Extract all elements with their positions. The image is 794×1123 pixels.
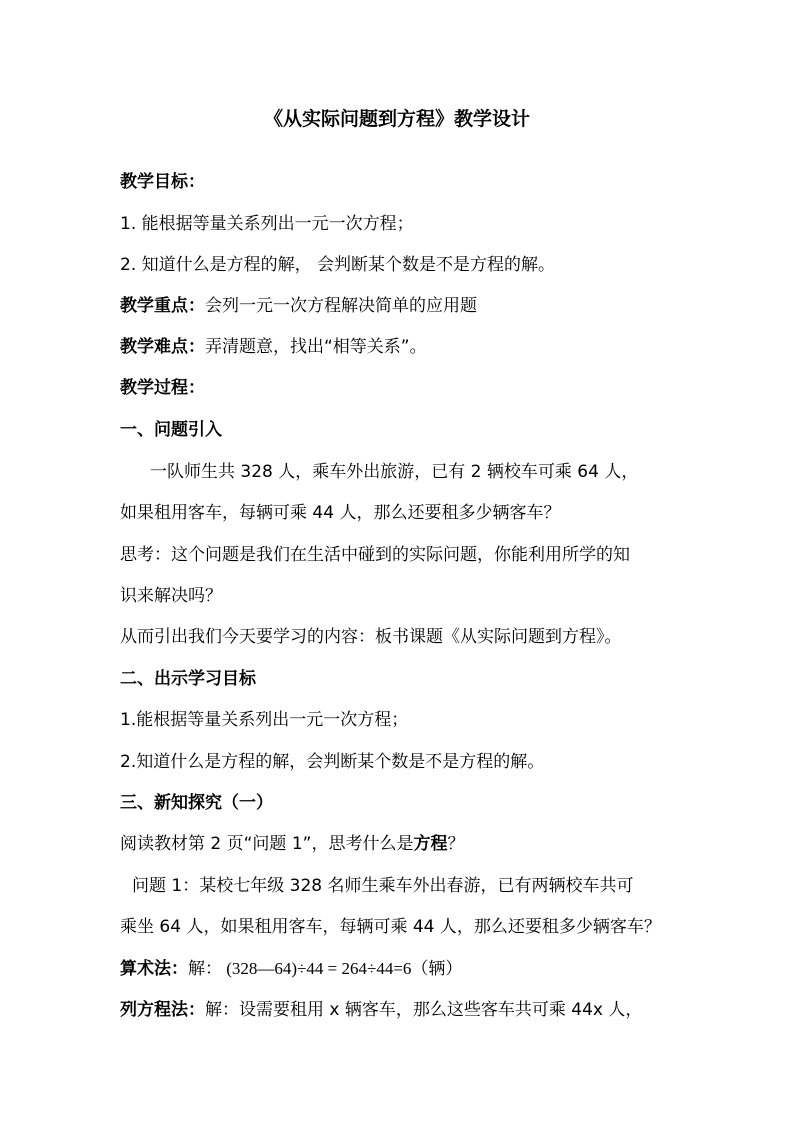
equation-text: 解：设需要租用 x 辆客车，那么这些客车共可乘 44x 人， [205,1000,643,1020]
key-point-line [120,294,477,318]
equation-method-line [120,998,642,1022]
difficulty-line [120,335,427,359]
key-point-label: 教学重点： [120,296,205,316]
section-2-heading: 二、出示学习目标 [120,669,256,689]
section-3-read-instruction [120,832,464,856]
arithmetic-label: 算术法： [120,959,188,979]
equation-label: 列方程法： [120,1000,205,1020]
section-1-think-line-2: 识来解决吗？ [120,586,222,606]
section-2-item-2: 2.知道什么是方程的解，会判断某个数是不是方程的解。 [120,752,545,772]
arithmetic-text: 解： (328―64)÷44 = 264÷44=6（辆） [188,959,463,978]
section-1-paragraph-line-2: 如果租用客车，每辆可乘 44 人，那么还要租多少辆客车？ [120,503,561,523]
section-1-heading: 一、问题引入 [120,420,222,440]
arithmetic-method-line [120,957,462,981]
read-bold-term: 方程 [413,834,448,854]
section-2-item-1: 1.能根据等量关系列出一元一次方程； [120,710,409,730]
goal-item-1: 1. 能根据等量关系列出一元一次方程； [120,214,414,234]
process-heading: 教学过程： [120,378,205,398]
read-suffix: ？ [447,834,465,854]
key-point-text: 会列一元一次方程解决简单的应用题 [205,296,477,316]
difficulty-label: 教学难点： [120,337,205,357]
document-title: 《从实际问题到方程》教学设计 [263,108,530,130]
section-3-heading: 三、新知探究（一） [120,793,273,813]
problem-1-line-2: 乘坐 64 人，如果租用客车，每辆可乘 44 人，那么还要租多少辆客车？ [120,917,661,937]
section-1-paragraph-line-1: 一队师生共 328 人，乘车外出旅游，已有 2 辆校车可乘 64 人， [150,462,639,482]
problem-1-line-1: 问题 1：某校七年级 328 名师生乘车外出春游，已有两辆校车共可 [132,876,634,896]
goals-heading: 教学目标： [120,172,205,192]
section-1-think-line-1: 思考：这个问题是我们在生活中碰到的实际问题，你能利用所学的知 [120,545,630,565]
goal-item-2: 2. 知道什么是方程的解， 会判断某个数是不是方程的解。 [120,255,556,275]
section-1-lead-in: 从而引出我们今天要学习的内容：板书课题《从实际问题到方程》。 [120,627,622,647]
difficulty-text: 弄清题意，找出“相等关系”。 [205,337,427,357]
read-prefix: 阅读教材第 2 页“问题 1”，思考什么是 [120,834,414,854]
